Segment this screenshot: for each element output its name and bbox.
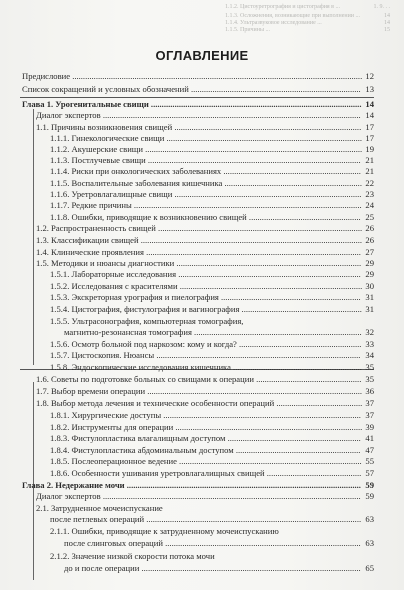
toc-entry xyxy=(0,144,404,155)
toc-entry-title: после слинговых операций ........................................................................................... xyxy=(64,538,361,548)
toc-entry-title: 1.2. Распространенность свищей ............................................................................................... xyxy=(36,223,363,233)
toc-entry xyxy=(0,189,404,200)
toc-entry xyxy=(0,178,404,189)
bleed-line: 1.1.5. Причины ... xyxy=(225,27,271,33)
toc-entry-title: магнитно-резонансная томография .............................................................................. xyxy=(64,327,362,337)
toc-entry xyxy=(0,258,404,269)
toc-entry-title: 1.8.3. Фистулопластика влагалищным доступом .............................................................. xyxy=(50,433,361,443)
toc-page-number: 17 xyxy=(365,122,374,132)
toc-entry xyxy=(0,269,404,280)
toc-entry-title: 1.1.3. Постлучевые свищи ................................................................................................... xyxy=(50,155,361,165)
toc-page-number: 21 xyxy=(365,155,374,165)
toc-page-number: 47 xyxy=(365,445,374,455)
toc-entry-title: Глава 1. Урогенитальные свищи .................................................................................................. xyxy=(22,99,362,109)
toc-entry xyxy=(0,122,404,133)
toc-entry xyxy=(0,563,404,574)
toc-entry xyxy=(0,110,404,121)
toc-page-number: 14 xyxy=(365,110,374,120)
toc-entry-title: 1.8.1. Хирургические доступы ............................................................................................ xyxy=(50,410,361,420)
toc-page-number: 23 xyxy=(365,189,374,199)
toc-entry-title: 1.1.1. Гинекологические свищи ........................................................................................... xyxy=(50,133,363,143)
toc-entry xyxy=(0,410,404,421)
toc-entry-title: 1.1.8. Ошибки, приводящие к возникновению свищей .................................................... xyxy=(50,212,361,222)
toc-entry xyxy=(0,551,404,562)
toc-entry-title: 2.1.2. Значение низкой скорости потока мочи xyxy=(50,551,215,561)
toc-entry-title: 1.5.1. Лабораторные исследования ..................................................................................... xyxy=(50,269,361,279)
toc-page-number: 37 xyxy=(365,410,374,420)
toc-page-number: 63 xyxy=(365,538,374,548)
section-divider xyxy=(20,97,374,98)
bleed-number: 1. 9. . . xyxy=(373,4,390,10)
toc-page-number: 31 xyxy=(365,292,374,302)
toc-entry-title: 1.5. Методики и нюансы диагностики ...................................................................................... xyxy=(36,258,362,268)
toc-page-number: 32 xyxy=(365,327,374,337)
toc-entry-title: 1.5.3. Экскреторная урография и пиелография ................................................................. xyxy=(50,292,361,302)
toc-entry-title: 1.8.2. Инструменты для операции ....................................................................................... xyxy=(50,422,363,432)
toc-entry-title: 1.1.2. Акушерские свищи ..................................................................................................... xyxy=(50,144,363,154)
toc-page-number: 22 xyxy=(365,178,374,188)
bleed-number: 15 xyxy=(384,27,390,33)
toc-entry xyxy=(0,339,404,350)
toc-entry-title: Предисловие ....................................................................................................................................... xyxy=(22,71,363,81)
bleed-line: 1.1.2. Цистоуретрография и цистография в ... xyxy=(225,4,341,10)
toc-page-number: 21 xyxy=(365,166,374,176)
toc-entry xyxy=(0,304,404,315)
toc-entry xyxy=(0,468,404,479)
toc-page-number: 39 xyxy=(365,422,374,432)
toc-entry-title: 1.3. Классификации свищей ....................................................................................................... xyxy=(36,235,363,245)
toc-page-number: 59 xyxy=(365,491,374,501)
toc-page-number: 14 xyxy=(365,99,374,109)
toc-entry xyxy=(0,491,404,502)
toc-entry-title: Список сокращений и условных обозначений ............................................................................... xyxy=(22,84,361,94)
toc-entry xyxy=(0,456,404,467)
toc-page-number: 34 xyxy=(365,350,374,360)
toc-entry xyxy=(0,84,404,95)
toc-page-number: 59 xyxy=(365,480,374,490)
toc-entry-title: 1.1. Причины возникновения свищей ....................................................................................... xyxy=(36,122,362,132)
toc-page-number: 29 xyxy=(365,269,374,279)
toc-entry xyxy=(0,235,404,246)
toc-entry xyxy=(0,374,404,385)
toc-entry-title: 1.5.2. Исследования с красителями ..................................................................................... xyxy=(50,281,363,291)
toc-entry-title: 1.5.8. Эндоскопические исследования кишечника ............................................................ xyxy=(50,362,362,372)
toc-entry xyxy=(0,223,404,234)
toc-entry xyxy=(0,212,404,223)
toc-chapter-heading xyxy=(0,480,404,491)
toc-entry xyxy=(0,166,404,177)
toc-entry-title: 1.1.5. Воспалительные заболевания кишечника ................................................................ xyxy=(50,178,362,188)
toc-chapter-heading xyxy=(0,99,404,110)
toc-entry-title: после петлевых операций .................................................................................................... xyxy=(50,514,362,524)
toc-entry xyxy=(0,350,404,361)
toc-entry xyxy=(0,133,404,144)
toc-entry xyxy=(0,247,404,258)
toc-page-number: 63 xyxy=(365,514,374,524)
toc-entry-title: 1.1.4. Риски при онкологических заболеваниях ................................................................ xyxy=(50,166,361,176)
toc-page-number: 19 xyxy=(365,144,374,154)
toc-page-number: 57 xyxy=(365,468,374,478)
toc-entry-title: 1.5.4. Цистография, фистулография и вагинография ........................................................ xyxy=(50,304,362,314)
toc-page-number: 36 xyxy=(365,386,374,396)
toc-page-number: 24 xyxy=(365,200,374,210)
toc-entry xyxy=(0,362,404,373)
toc-entry xyxy=(0,514,404,525)
toc-entry-title: Глава 2. Недержание мочи ............................................................................................................. xyxy=(22,480,361,490)
toc-page-number: 26 xyxy=(365,235,374,245)
toc-entry xyxy=(0,200,404,211)
bleed-line: 1.1.4. Ультразвуковое исследование ... xyxy=(225,20,322,26)
toc-page-number: 29 xyxy=(365,258,374,268)
toc-entry-title: 1.8.5. Послеоперационное ведение ..................................................................................... xyxy=(50,456,362,466)
toc-page-number: 30 xyxy=(365,281,374,291)
toc-page-number: 26 xyxy=(365,223,374,233)
toc-entry-title: Диалог экспертов ........................................................................................................................ xyxy=(36,110,361,120)
toc-entry-title: 1.8.6. Особенности ушивания уретровлагалищных свищей ............................................ xyxy=(50,468,362,478)
toc-entry xyxy=(0,155,404,166)
toc-entry xyxy=(0,445,404,456)
toc-entry xyxy=(0,503,404,514)
toc-entry xyxy=(0,422,404,433)
toc-page-number: 13 xyxy=(365,84,374,94)
toc-entry xyxy=(0,281,404,292)
toc-entry xyxy=(0,316,404,327)
toc-entry xyxy=(0,433,404,444)
toc-page-number: 27 xyxy=(365,247,374,257)
toc-page-number: 31 xyxy=(365,304,374,314)
toc-entry xyxy=(0,71,404,82)
toc-entry-title: 1.5.7. Цистоскопия. Нюансы ............................................................................................... xyxy=(50,350,361,360)
toc-page-number: 35 xyxy=(365,362,374,372)
page-title: ОГЛАВЛЕНИЕ xyxy=(155,48,249,63)
bleed-through-text xyxy=(0,0,404,36)
toc-entry xyxy=(0,538,404,549)
toc-page-number: 65 xyxy=(365,563,374,573)
toc-entry-title: 1.6. Советы по подготовке больных со свищами к операции ................................................. xyxy=(36,374,362,384)
toc-page-number: 33 xyxy=(365,339,374,349)
toc-entry-title: 1.8. Выбор метода лечения и технические особенности операций ........................................ xyxy=(36,398,363,408)
toc-entry xyxy=(0,398,404,409)
toc-page-number: 17 xyxy=(365,133,374,143)
toc-page-number: 25 xyxy=(365,212,374,222)
bleed-number: 14 xyxy=(384,13,390,19)
toc-entry xyxy=(0,386,404,397)
bleed-number: 14 xyxy=(384,20,390,26)
toc-page-number: 41 xyxy=(365,433,374,443)
toc-entry-title: 1.1.6. Уретровлагалищные свищи ....................................................................................... xyxy=(50,189,362,199)
toc-entry-title: 1.5.6. Осмотр больной под наркозом: кому и когда? ......................................................... xyxy=(50,339,362,349)
bleed-line: 1.1.3. Осложнения, возникающие при выполнении ... xyxy=(225,13,361,19)
toc-page-number: 55 xyxy=(365,456,374,466)
toc-entry-title: 1.8.4. Фистулопластика абдоминальным доступом .......................................................... xyxy=(50,445,361,455)
toc-entry-title: до и после операции ...................................................................................................... xyxy=(64,563,361,573)
toc-entry-title: Диалог экспертов ........................................................................................................................ xyxy=(36,491,361,501)
toc-entry xyxy=(0,292,404,303)
toc-entry xyxy=(0,327,404,338)
toc-entry-title: 2.1. Затрудненное мочеиспускание xyxy=(36,503,163,513)
toc-entry-title: 1.1.7. Редкие причины .......................................................................................................... xyxy=(50,200,362,210)
toc-entry-title: 1.5.5. Ультрасонография, компьютерная томография, xyxy=(50,316,244,326)
toc-entry-title: 2.1.1. Ошибки, приводящие к затрудненному мочеиспусканию xyxy=(50,526,279,536)
toc-page-number: 37 xyxy=(365,398,374,408)
toc-entry xyxy=(0,526,404,537)
toc-entry-title: 1.7. Выбор времени операции .................................................................................................... xyxy=(36,386,363,396)
toc-page-number: 35 xyxy=(365,374,374,384)
toc-page-number: 12 xyxy=(365,71,374,81)
toc-entry-title: 1.4. Клинические проявления .................................................................................................... xyxy=(36,247,361,257)
